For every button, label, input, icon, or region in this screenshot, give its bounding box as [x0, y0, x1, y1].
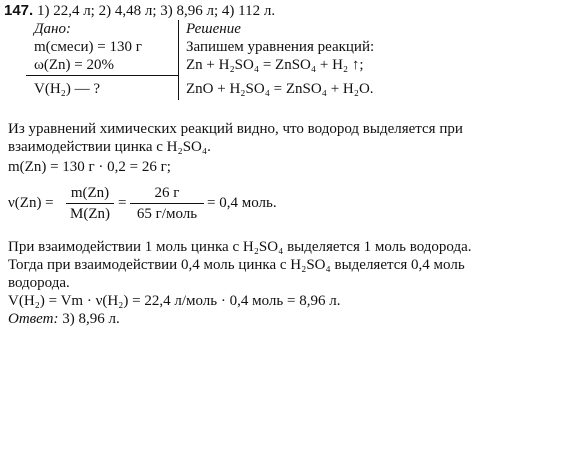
answer-value: 3) 8,96 л. [62, 311, 120, 327]
paragraph-2-line-1: При взаимодействии 1 моль цинка с H₂SO₄ выделяется 1 моль водорода. [8, 239, 472, 255]
given-divider [26, 75, 178, 76]
frac1-denominator: M(Zn) [70, 206, 110, 222]
given-find: V(H₂) — ? [34, 81, 101, 97]
answer-options: 1) 22,4 л; 2) 4,48 л; 3) 8,96 л; 4) 112 л. [36, 3, 276, 19]
given-title: Дано: [34, 21, 71, 37]
paragraph-2-line-3: водорода. [8, 275, 70, 291]
nu-zn-lhs: ν(Zn) = [8, 195, 54, 211]
problem-number: 147. [4, 2, 34, 19]
frac2-bar [130, 203, 204, 204]
paragraph-1-line-2: взаимодействии цинка с H₂SO₄. [8, 139, 211, 155]
paragraph-2-line-2: Тогда при взаимодействии 0,4 моль цинка с H₂SO₄ выделяется 0,4 моль [8, 257, 465, 273]
reaction-equation-1: Zn + H₂SO₄ = ZnSO₄ + H₂ ↑; [186, 57, 364, 73]
answer-label: Ответ: [8, 311, 59, 327]
frac2-numerator: 26 г [154, 185, 180, 201]
problem-header [4, 2, 275, 20]
paragraph-1-line-1: Из уравнений химических реакций видно, что водород выделяется при [8, 121, 463, 137]
frac1-numerator: m(Zn) [70, 185, 110, 201]
solution-intro: Запишем уравнения реакций: [186, 39, 375, 55]
given-separator [178, 20, 179, 100]
hydrogen-volume-calculation: V(H₂) = Vm · ν(H₂) = 22,4 л/моль · 0,4 моль = 8,96 л. [8, 293, 341, 309]
frac2-denominator: 65 г/моль [136, 206, 198, 222]
solution-title: Решение [186, 21, 241, 37]
given-fraction: ω(Zn) = 20% [34, 57, 114, 73]
nu-zn-result: = 0,4 моль. [207, 195, 277, 211]
given-mass: m(смеси) = 130 г [34, 39, 142, 55]
zinc-mass-calculation: m(Zn) = 130 г · 0,2 = 26 г; [8, 159, 171, 175]
answer-line [8, 310, 120, 328]
frac1-bar [66, 203, 114, 204]
nu-zn-equals: = [118, 195, 127, 211]
reaction-equation-2: ZnO + H₂SO₄ = ZnSO₄ + H₂O. [186, 81, 374, 97]
